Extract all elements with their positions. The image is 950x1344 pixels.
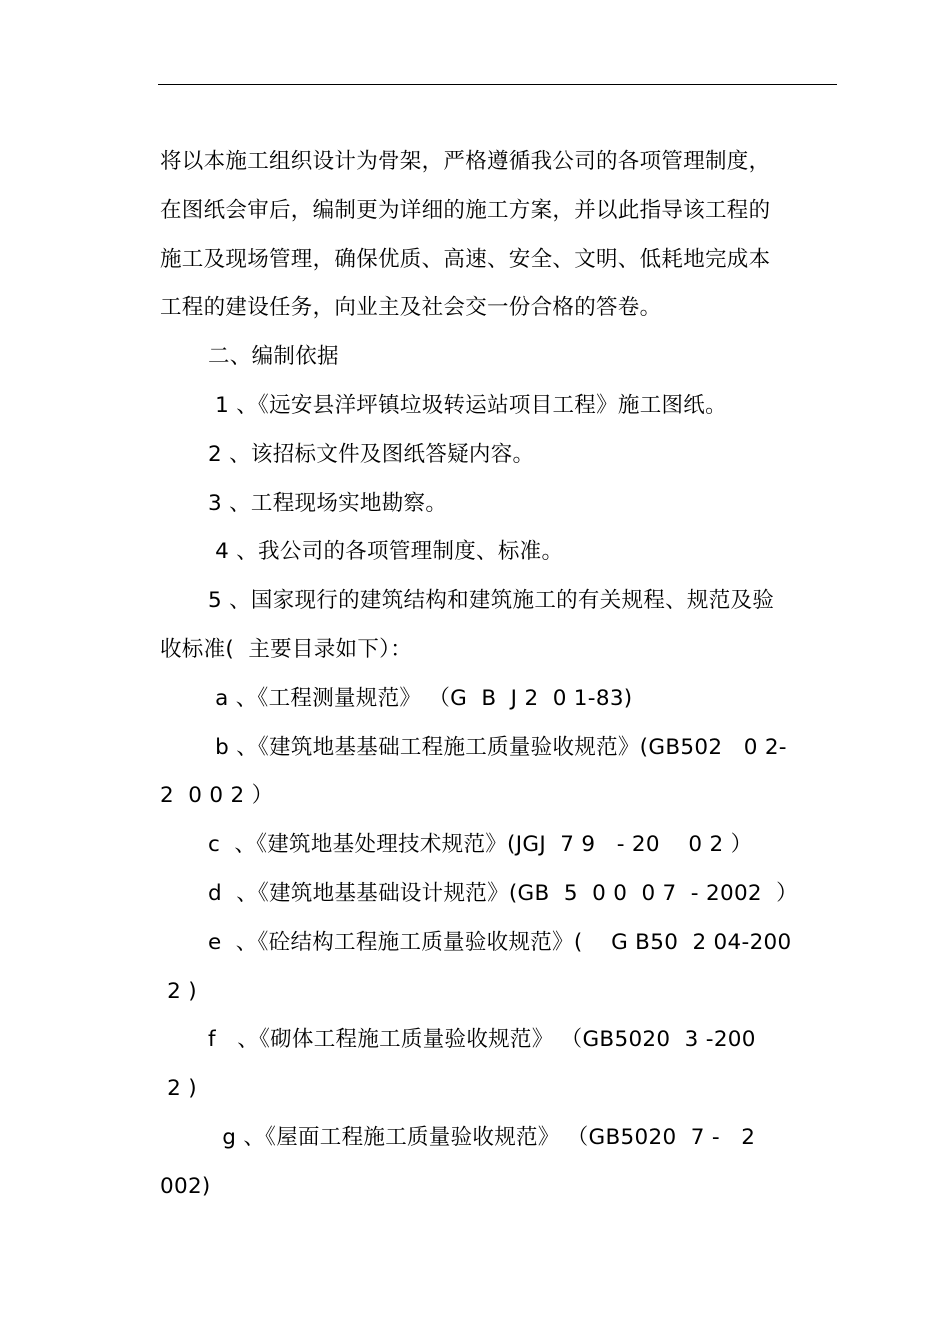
- standard-item: b 、《建筑地基基础工程施工质量验收规范》(GB502 0 2-: [208, 734, 787, 760]
- standard-item-continuation: 2 ): [160, 978, 197, 1004]
- list-item-continuation: 收标准( 主要目录如下）：: [160, 636, 413, 662]
- standard-item: e 、《砼结构工程施工质量验收规范》( G B50 2 04-200: [208, 929, 792, 955]
- body-text: [160, 138, 838, 1212]
- paragraph-line: 将以本施工组织设计为骨架，严格遵循我公司的各项管理制度，: [160, 149, 771, 174]
- list-item: 1 、《远安县洋坪镇垃圾转运站项目工程》施工图纸。: [208, 392, 727, 418]
- section-heading: 二、编制依据: [208, 344, 339, 370]
- standard-item-continuation: 2 ): [160, 1076, 197, 1102]
- paragraph-line: 在图纸会审后，编制更为详细的施工方案，并以此指导该工程的: [160, 197, 771, 223]
- standard-item: g 、《屋面工程施工质量验收规范》 （GB5020 7 - 2: [208, 1124, 756, 1150]
- standard-item: a 、《工程测量规范》 （G B J 2 0 1-83): [208, 685, 633, 711]
- standard-item-continuation: 002): [160, 1173, 211, 1199]
- header-rule: [158, 84, 837, 85]
- standard-item-continuation: 2 0 0 2 ）: [160, 783, 274, 809]
- list-item: 5 、国家现行的建筑结构和建筑施工的有关规程、规范及验: [208, 588, 775, 614]
- paragraph-line: 施工及现场管理，确保优质、高速、安全、文明、低耗地完成本: [160, 246, 771, 272]
- standard-item: c 、《建筑地基处理技术规范》(JGJ 7 9 - 20 0 2 ）: [208, 832, 753, 858]
- paragraph-line: 工程的建设任务，向业主及社会交一份合格的答卷。: [160, 295, 662, 321]
- list-item: 2 、该招标文件及图纸答疑内容。: [208, 441, 535, 467]
- list-item: 3 、工程现场实地勘察。: [208, 490, 448, 516]
- standard-item: f 、《砌体工程施工质量验收规范》 （GB5020 3 -200: [208, 1027, 756, 1053]
- list-item: 4 、我公司的各项管理制度、标准。: [208, 539, 564, 565]
- standard-item: d 、《建筑地基基础设计规范》(GB 5 0 0 0 7 - 2002 ）: [208, 880, 798, 906]
